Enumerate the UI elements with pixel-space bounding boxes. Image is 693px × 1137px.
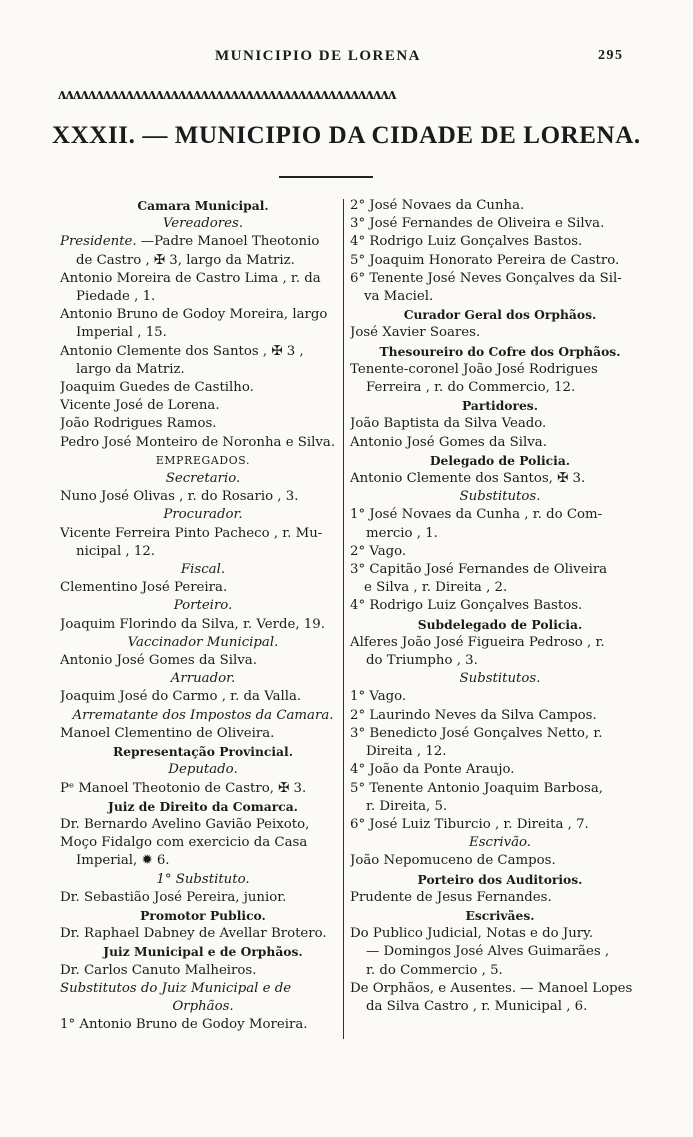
entry-line: Dr. Carlos Canuto Malheiros. xyxy=(60,962,257,978)
entry-line: 4° Rodrigo Luiz Gonçalves Bastos. xyxy=(350,598,583,614)
section-heading: Thesoureiro do Cofre dos Orphãos. xyxy=(379,343,621,359)
entry-line: Dr. Bernardo Avelino Gavião Peixoto, xyxy=(60,816,310,832)
entry-line: Prudente de Jesus Fernandes. xyxy=(350,889,552,905)
section-heading: Juiz de Direito da Comarca. xyxy=(108,798,298,814)
page-number: 295 xyxy=(598,48,624,63)
chapter-rule xyxy=(279,176,373,178)
entry-line: Ferreira , r. do Commercio, 12. xyxy=(366,380,576,396)
section-heading: Curador Geral dos Orphãos. xyxy=(403,307,597,323)
section-heading: Delegado de Policia. xyxy=(429,452,571,468)
entry-line: e Silva , r. Direita , 2. xyxy=(364,580,508,596)
entry-line: Antonio Clemente dos Santos, ✠ 3. xyxy=(350,471,586,487)
entry-line: 3° José Fernandes de Oliveira e Silva. xyxy=(350,216,605,232)
entry-text: —Padre Manoel Theotonio xyxy=(136,234,320,250)
entry-line: 1° José Novaes da Cunha , r. do Com- xyxy=(350,507,603,523)
right-column xyxy=(350,197,650,1016)
section-heading: Camara Municipal. xyxy=(137,198,269,213)
entry-line: Antonio José Gomes da Silva. xyxy=(60,653,257,669)
entry-line: 4° Rodrigo Luiz Gonçalves Bastos. xyxy=(350,234,583,250)
entry-line: Imperial , 15. xyxy=(76,325,167,341)
entry-line: Pedro José Monteiro de Noronha e Silva. xyxy=(60,434,336,450)
entry-line: João Rodrigues Ramos. xyxy=(60,416,217,432)
entry-line: Dr. Raphael Dabney de Avellar Brotero. xyxy=(60,926,327,942)
entry-line: Manoel Clementino de Oliveira. xyxy=(60,725,275,741)
entry-line: — Domingos José Alves Guimarães , xyxy=(366,944,610,960)
entry-line: Vicente Ferreira Pinto Pacheco , r. Mu- xyxy=(60,525,323,541)
entry-line: r. do Commercio , 5. xyxy=(366,962,503,978)
subsection-heading: Escrivão. xyxy=(468,835,532,851)
entry-line: Alferes João José Figueira Pedroso , r. xyxy=(350,634,605,650)
subsection-heading: Procurador. xyxy=(163,507,243,523)
section-heading: Porteiro dos Auditorios. xyxy=(417,871,583,887)
entry-line: 3° Benedicto José Gonçalves Netto, r. xyxy=(350,725,603,741)
section-heading: Subdelegado de Policia. xyxy=(417,616,583,632)
entry-line: do Triumpho , 3. xyxy=(366,653,478,669)
subsection-heading: Arruador. xyxy=(170,671,236,687)
entry-line: 5° Tenente Antonio Joaquim Barbosa, xyxy=(350,780,604,796)
subsection-heading: Substitutos do Juiz Municipal e de xyxy=(60,980,292,996)
entry-line: Antonio Moreira de Castro Lima , r. da xyxy=(60,270,321,286)
role-label: Presidente. xyxy=(60,234,137,250)
section-heading: Partidores. xyxy=(461,398,539,414)
chapter-title: XXXII. — MUNICIPIO DA CIDADE DE LORENA. xyxy=(52,122,641,149)
subsection-heading: Substitutos. xyxy=(459,671,541,687)
entry-line: Imperial, ✹ 6. xyxy=(76,853,170,869)
entry-line: Antonio Clemente dos Santos , ✠ 3 , xyxy=(60,343,304,359)
subsection-heading: Porteiro. xyxy=(173,598,233,614)
entry-line: 2° José Novaes da Cunha. xyxy=(350,198,525,213)
entry-line: nicipal , 12. xyxy=(76,543,156,559)
entry-line: Joaquim Guedes de Castilho. xyxy=(60,380,254,396)
entry-line: João Nepomuceno de Campos. xyxy=(350,853,556,869)
subsection-heading: Vereadores. xyxy=(162,216,244,232)
entry-line: José Xavier Soares. xyxy=(350,325,481,341)
entry-line: 4° João da Ponte Araujo. xyxy=(350,762,515,778)
entry-line: 2° Laurindo Neves da Silva Campos. xyxy=(350,707,597,723)
entry-line: 6° Tenente José Neves Gonçalves da Sil- xyxy=(350,270,622,286)
subsection-heading: Fiscal. xyxy=(180,562,226,578)
subsection-heading: Secretario. xyxy=(165,471,241,487)
entry-line: De Orphãos, e Ausentes. — Manoel Lopes xyxy=(350,980,633,996)
entry-line: 6° José Luiz Tiburcio , r. Direita , 7. xyxy=(350,816,589,832)
subsection-heading: Orphãos. xyxy=(172,998,234,1014)
entry-line: Piedade , 1. xyxy=(76,289,156,305)
entry-line: 1° Vago. xyxy=(350,689,407,705)
entry-line: Antonio Bruno de Godoy Moreira, largo xyxy=(60,307,328,323)
entry-line xyxy=(60,233,346,251)
entry-line: r. Direita, 5. xyxy=(366,798,448,814)
entry-line: Vicente José de Lorena. xyxy=(60,398,220,414)
subsection-heading: 1° Substituto. xyxy=(156,871,250,887)
entry-line: mercio , 1. xyxy=(366,525,438,541)
entry-line: Clementino José Pereira. xyxy=(60,580,228,596)
entry-line: Joaquim Florindo da Silva, r. Verde, 19. xyxy=(60,616,325,632)
section-heading: Juiz Municipal e de Orphãos. xyxy=(103,944,303,960)
entry-line: Moço Fidalgo com exercicio da Casa xyxy=(60,835,308,851)
entry-line: Nuno José Olivas , r. do Rosario , 3. xyxy=(60,489,299,505)
section-heading: Representação Provincial. xyxy=(113,744,293,760)
entry-line: 5° Joaquim Honorato Pereira de Castro. xyxy=(350,252,620,268)
entry-line: va Maciel. xyxy=(364,289,434,305)
section-heading: Escrivães. xyxy=(465,907,535,923)
section-heading: Promotor Publico. xyxy=(140,907,266,923)
subsection-heading: Substitutos. xyxy=(459,489,541,505)
left-column xyxy=(60,197,346,1034)
entry-line: largo da Matriz. xyxy=(76,361,185,377)
entry-line: Do Publico Judicial, Notas e do Jury. xyxy=(350,926,594,942)
entry-line: 3° Capitão José Fernandes de Oliveira xyxy=(350,562,608,578)
subsection-heading: Vaccinador Municipal. xyxy=(127,634,279,650)
entry-line: Dr. Sebastião José Pereira, junior. xyxy=(60,889,287,905)
entry-line: da Silva Castro , r. Municipal , 6. xyxy=(366,998,588,1014)
entry-line: Joaquim José do Carmo , r. da Valla. xyxy=(60,689,302,705)
entry-line: João Baptista da Silva Veado. xyxy=(350,416,547,432)
running-header xyxy=(0,48,693,70)
entry-line: Antonio José Gomes da Silva. xyxy=(350,434,547,450)
section-heading: EMPREGADOS. xyxy=(155,453,251,467)
entry-line: Tenente-coronel João José Rodrigues xyxy=(350,361,598,377)
running-title: MUNICIPIO DE LORENA xyxy=(215,48,422,64)
entry-line: de Castro , ✠ 3, largo da Matriz. xyxy=(76,252,295,268)
entry-line: Direita , 12. xyxy=(366,744,447,760)
entry-line: 1° Antonio Bruno de Godoy Moreira. xyxy=(60,1017,308,1033)
entry-line: 2° Vago. xyxy=(350,543,407,559)
subsection-heading: Deputado. xyxy=(168,762,238,778)
subsection-heading: Arrematante dos Impostos da Camara. xyxy=(72,707,334,723)
entry-line: Pᵉ Manoel Theotonio de Castro, ✠ 3. xyxy=(60,780,307,796)
decorative-border: ʌʌʌʌʌʌʌʌʌʌʌʌʌʌʌʌʌʌʌʌʌʌʌʌʌʌʌʌʌʌʌʌʌʌʌʌʌʌʌʌʌʌʌʌʌ xyxy=(58,86,396,102)
